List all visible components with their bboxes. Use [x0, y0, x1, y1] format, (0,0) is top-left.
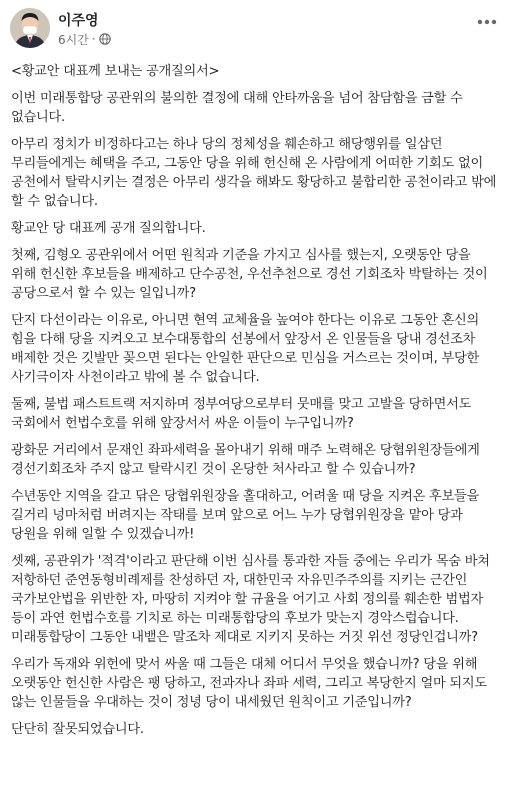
post-paragraph: 수년동안 지역을 갈고 닦은 당협위원장을 홀대하고, 어려울 때 당을 지켜온 후보들을 길거리 넝마처럼 버려지는 작태를 보며 앞으로 어느 누가 당협위원장을 맡아 당과 당원을 위해 일할 수 있겠습니까! — [11, 489, 479, 542]
meta-separator: · — [91, 32, 96, 46]
more-options-button[interactable] — [473, 12, 501, 32]
more-horizontal-icon — [477, 19, 497, 25]
post-paragraph: 첫째, 김형오 공관위에서 어떤 원칙과 기준을 가지고 심사를 했는지, 오랫동안 당을 위해 헌신한 후보들을 배제하고 단수공천, 우선추천으로 경선 기회조차 박탈하는 것이 공당으로서 할 수 있는 일입니까? — [11, 248, 488, 301]
avatar-image — [10, 8, 50, 48]
author-avatar[interactable] — [10, 8, 50, 48]
post-header — [0, 0, 511, 58]
post-paragraph: 아무리 정치가 비정하다고는 하나 당의 정체성을 훼손하고 해당행위를 일삼던 무리들에게는 혜택을 주고, 그동안 당을 위해 헌신해 온 사람에게 어떠한 기회도 없이 공천에서 탈락시키는 결정은 아무리 생각을 해봐도 황당하고 불합리한 공천이라고 밖에 할 수 없습니다. — [11, 137, 497, 209]
globe-icon — [99, 33, 111, 45]
post-timestamp[interactable]: 6시간 — [58, 32, 89, 47]
post-paragraph: 황교안 당 대표께 공개 질의합니다. — [11, 221, 206, 236]
post-paragraph: 광화문 거리에서 문재인 좌파세력을 몰아내기 위해 매주 노력해온 당협위원장들에게 경선기회조차 주지 않고 탈락시킨 것이 온당한 처사라고 할 수 있습니까? — [11, 443, 480, 477]
post-paragraph: 이번 미래통합당 공관위의 불의한 결정에 대해 안타까움을 넘어 참담함을 금할 수 없습니다. — [11, 91, 463, 125]
post-paragraph: 단지 다선이라는 이유로, 아니면 현역 교체율을 높여야 한다는 이유로 그동안 혼신의 힘을 다해 당을 지켜오고 보수대통합의 선봉에서 앞장서 온 인물들을 당내 경선조차 배제한 것은 깃발만 꽂으면 된다는 안일한 판단으로 민심을 거스르는 것이며, 부당한 사기극이자 사천이라고 밖에 볼 수 없습니다. — [11, 313, 479, 385]
post-paragraph: 둘째, 불법 패스트트랙 저지하며 정부여당으로부터 뭇매를 맞고 고발을 당하면서도 국회에서 헌법수호를 위해 앞장서서 싸운 이들이 누구입니까? — [11, 397, 472, 431]
post-paragraph: 단단히 잘못되었습니다. — [11, 722, 144, 737]
post-paragraph: <황교안 대표께 보내는 공개질의서> — [11, 64, 220, 79]
author-name[interactable]: 이주영 — [58, 13, 99, 29]
post-paragraph: 셋째, 공관위가 '적격'이라고 판단해 이번 심사를 통과한 자들 중에는 우리가 목숨 바쳐 저항하던 준연동형비례제를 찬성하던 자, 대한민국 자유민주주의를 지키는 근간인 국가보안법을 위반한 자, 마땅히 지켜야 할 규율을 어기고 사회 정의를 훼손한 범법자 등이 과연 헌법수호를 기치로 하는 미래통합당의 후보가 맞는지 경악스럽습니다. 미래통합당이 그동안 내뱉은 말조차 제대로 지키지 못하는 거짓 위선 정당인겁니까? — [11, 554, 490, 645]
post-meta — [58, 31, 111, 47]
post-paragraph: 우리가 독재와 위헌에 맞서 싸울 때 그들은 대체 어디서 무엇을 했습니까? 당을 위해 오랫동안 헌신한 사람은 팽 당하고, 전과자나 좌파 세력, 그리고 복당한지 얼마 되지도 않는 인물들을 우대하는 것이 정녕 당이 내세웠던 원칙이고 기준입니까? — [11, 657, 487, 710]
post-body — [11, 62, 497, 747]
